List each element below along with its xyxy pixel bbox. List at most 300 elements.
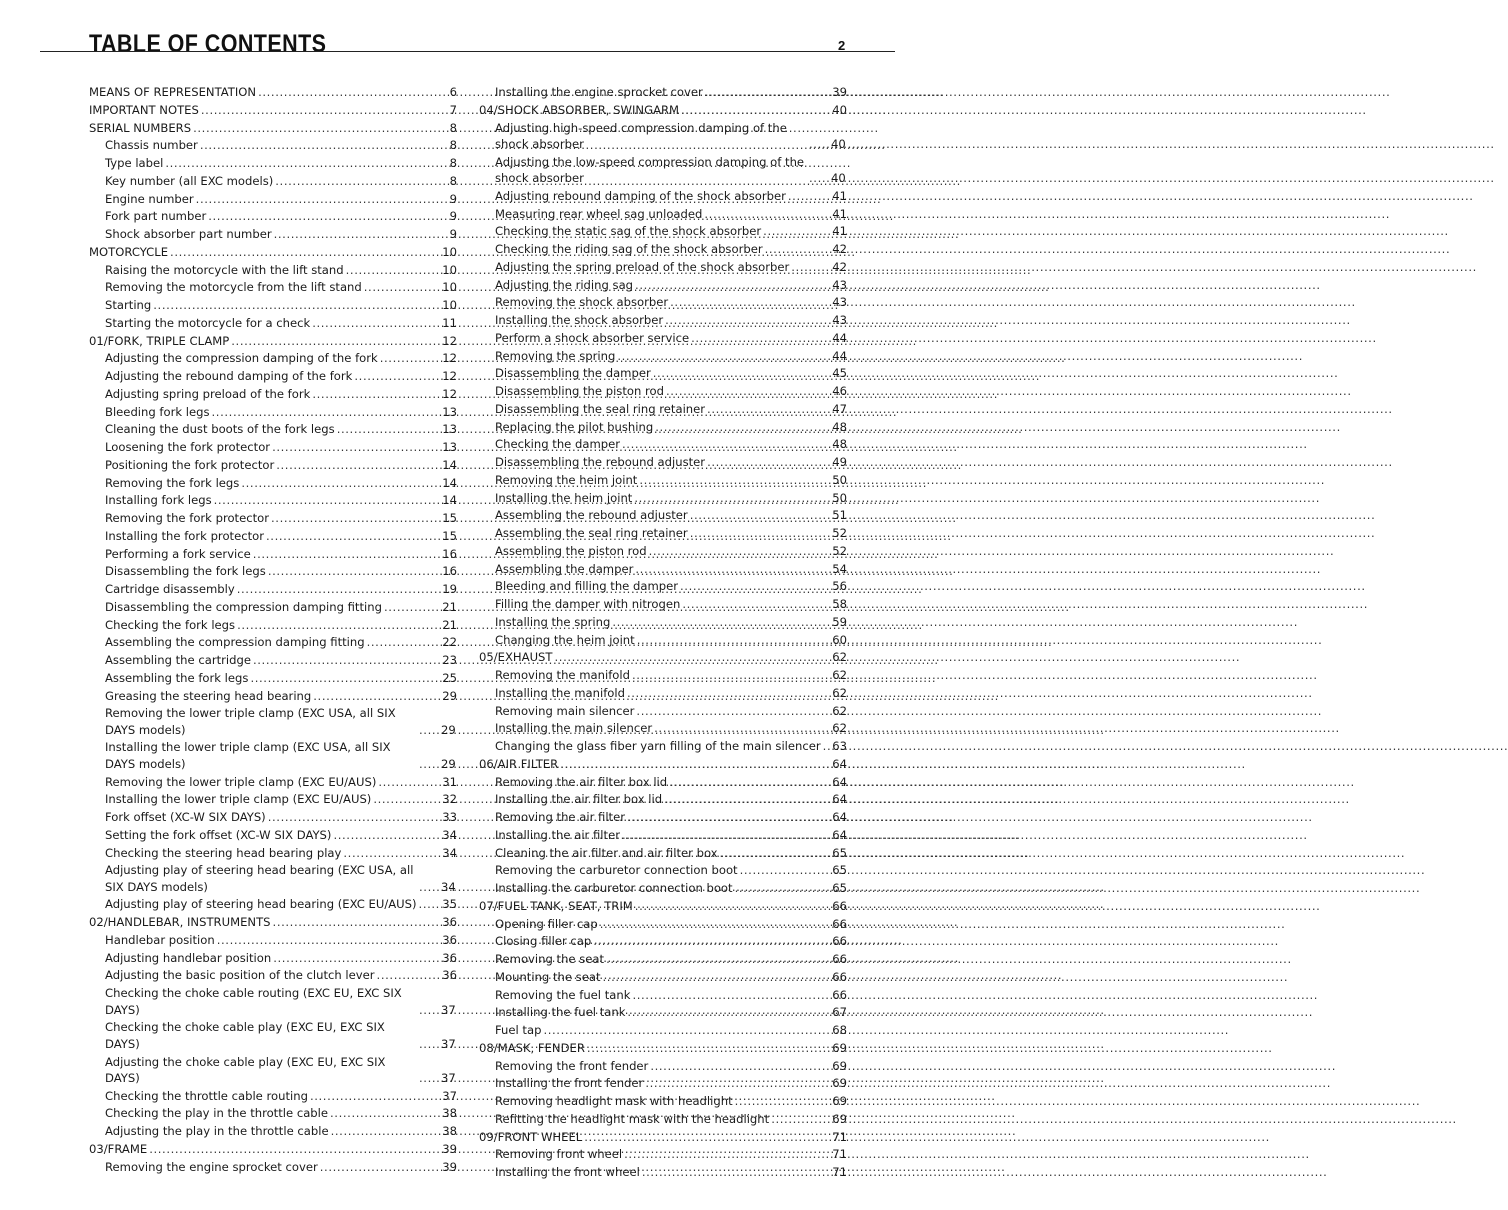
- toc-entry[interactable]: [89, 510, 457, 526]
- page-number: 2: [838, 38, 846, 53]
- toc-entry[interactable]: [89, 705, 457, 738]
- toc-entry[interactable]: [89, 932, 457, 948]
- toc-entry-title: 07/FUEL TANK, SEAT, TRIM: [479, 898, 633, 913]
- toc-entry-title: Adjusting handlebar position: [105, 950, 272, 965]
- dot-leader: [634, 490, 830, 506]
- toc-entry-page-number: 10: [442, 244, 457, 259]
- toc-entry[interactable]: [479, 365, 847, 381]
- toc-entry-page-number: 40: [831, 171, 846, 186]
- toc-entry[interactable]: [479, 525, 847, 541]
- toc-entry[interactable]: [89, 845, 457, 861]
- toc-entry-page-number: 64: [832, 774, 847, 789]
- dot-leader: [763, 223, 830, 239]
- toc-entry[interactable]: [89, 1105, 457, 1121]
- toc-entry-page-number: 43: [832, 295, 847, 310]
- toc-entry[interactable]: [89, 315, 457, 331]
- toc-entry[interactable]: [89, 950, 457, 966]
- toc-entry-title: Installing the lower triple clamp (EXC USA, all SIX DAYS models): [105, 740, 391, 771]
- toc-entry-title: Opening filler cap: [495, 916, 598, 931]
- toc-entry-page-number: 41: [832, 206, 847, 221]
- toc-entry-page-number: 66: [832, 952, 847, 967]
- toc-entry-title: Perform a shock absorber service: [495, 330, 690, 345]
- toc-entry-page-number: 21: [442, 617, 457, 632]
- toc-entry[interactable]: [479, 809, 847, 825]
- dot-leader: [274, 226, 441, 242]
- toc-section-entry[interactable]: [89, 1141, 457, 1157]
- toc-entry[interactable]: [479, 1022, 847, 1038]
- dot-leader: [333, 827, 440, 843]
- dot-leader: [606, 951, 830, 967]
- dot-leader: [622, 827, 830, 843]
- toc-entry[interactable]: [479, 632, 847, 648]
- toc-entry-page-number: 59: [832, 614, 847, 629]
- toc-entry[interactable]: [479, 490, 847, 506]
- toc-section-entry[interactable]: [479, 1129, 847, 1145]
- toc-entry-page-number: 25: [442, 670, 457, 685]
- dot-leader: [419, 1070, 439, 1086]
- dot-leader: [208, 208, 441, 224]
- toc-entry-page-number: 29: [442, 688, 457, 703]
- toc-entry[interactable]: [89, 173, 457, 189]
- toc-entry[interactable]: [479, 472, 847, 488]
- dot-leader: [214, 492, 441, 508]
- toc-entry-page-number: 21: [442, 599, 457, 614]
- dot-leader: [268, 563, 440, 579]
- toc-entry-page-number: 23: [442, 653, 457, 667]
- toc-entry[interactable]: [479, 1093, 847, 1109]
- toc-entry-page-number: 32: [442, 792, 457, 807]
- toc-entry-page-number: 64: [832, 810, 847, 825]
- toc-entry[interactable]: [479, 330, 847, 346]
- toc-entry[interactable]: [479, 933, 847, 949]
- toc-entry[interactable]: [89, 774, 457, 790]
- toc-entry-page-number: 67: [832, 1005, 847, 1020]
- toc-entry-title: Installing the shock absorber: [495, 313, 664, 328]
- dot-leader: [258, 84, 441, 100]
- toc-entry-title: Removing the manifold: [495, 668, 630, 683]
- dot-leader: [193, 120, 441, 136]
- toc-entry[interactable]: [479, 987, 847, 1003]
- toc-entry[interactable]: [89, 688, 457, 704]
- toc-entry-page-number: 36: [442, 968, 457, 983]
- dot-leader: [543, 1022, 830, 1038]
- toc-entry-title: Installing the fork protector: [105, 528, 264, 543]
- toc-entry-title: 05/EXHAUST: [479, 650, 553, 665]
- toc-entry-page-number: 7: [449, 102, 457, 117]
- dot-leader: [384, 599, 440, 615]
- toc-entry-page-number: 6: [449, 85, 457, 99]
- toc-entry-page-number: 40: [832, 102, 847, 117]
- dot-leader: [655, 419, 830, 435]
- toc-entry-page-number: 48: [832, 437, 847, 452]
- toc-entry[interactable]: [479, 454, 847, 470]
- toc-entry[interactable]: [479, 84, 847, 100]
- dot-leader: [664, 791, 830, 807]
- toc-entry[interactable]: [479, 401, 847, 417]
- toc-entry-page-number: 12: [442, 369, 457, 383]
- toc-entry[interactable]: [89, 262, 457, 278]
- dot-leader: [636, 703, 830, 719]
- toc-entry-page-number: 8: [449, 120, 457, 135]
- toc-entry[interactable]: [89, 827, 457, 843]
- toc-entry[interactable]: [479, 685, 847, 701]
- toc-entry-page-number: 34: [442, 827, 457, 842]
- toc-section-entry[interactable]: [479, 1040, 847, 1056]
- dot-leader: [555, 649, 831, 665]
- dot-leader: [649, 543, 831, 559]
- toc-entry[interactable]: [89, 617, 457, 633]
- toc-entry[interactable]: [89, 404, 457, 420]
- dot-leader: [310, 1088, 440, 1104]
- toc-entry[interactable]: [89, 1123, 457, 1139]
- toc-entry-page-number: 12: [442, 351, 457, 366]
- toc-entry[interactable]: [479, 188, 847, 204]
- toc-entry-page-number: 68: [832, 1023, 847, 1038]
- toc-entry-page-number: 9: [449, 227, 457, 241]
- toc-entry-title: 04/SHOCK ABSORBER, SWINGARM: [479, 102, 680, 117]
- dot-leader: [217, 932, 441, 948]
- toc-entry-page-number: 13: [442, 440, 457, 454]
- toc-entry[interactable]: [89, 967, 457, 983]
- toc-section-entry[interactable]: [89, 914, 457, 930]
- dot-leader: [622, 436, 830, 452]
- toc-entry-title: Disassembling the compression damping fitting: [105, 599, 382, 614]
- toc-entry-page-number: 52: [832, 543, 847, 558]
- toc-entry[interactable]: [89, 862, 457, 895]
- dot-leader: [707, 401, 830, 417]
- toc-entry-page-number: 34: [441, 879, 456, 894]
- toc-entry[interactable]: [479, 827, 847, 843]
- toc-entry[interactable]: [479, 154, 847, 187]
- toc-entry[interactable]: [479, 720, 847, 736]
- toc-entry-title: Bleeding and filling the damper: [495, 579, 678, 594]
- toc-entry[interactable]: [479, 543, 847, 559]
- toc-section-entry[interactable]: [89, 333, 457, 349]
- dot-leader: [735, 1093, 831, 1109]
- toc-entry-title: Starting: [105, 298, 152, 312]
- toc-entry-page-number: 31: [442, 774, 457, 789]
- toc-entry-title: Installing the fuel tank: [495, 1005, 626, 1020]
- toc-entry[interactable]: [89, 739, 457, 772]
- toc-entry[interactable]: [479, 223, 847, 239]
- toc-entry-page-number: 38: [442, 1106, 457, 1121]
- dot-leader: [635, 277, 830, 293]
- toc-entry-title: Checking the damper: [495, 437, 621, 452]
- toc-entry[interactable]: [89, 226, 457, 242]
- toc-entry-page-number: 16: [442, 564, 457, 579]
- toc-entry-title: Adjusting the play in the throttle cable: [105, 1124, 329, 1139]
- toc-entry[interactable]: [479, 206, 847, 222]
- toc-entry[interactable]: [89, 634, 457, 650]
- toc-entry-title: Disassembling the fork legs: [105, 564, 266, 579]
- toc-entry-page-number: 10: [442, 280, 457, 295]
- toc-entry[interactable]: [89, 985, 457, 1018]
- toc-entry-title: Cleaning the dust boots of the fork legs: [105, 422, 335, 437]
- toc-entry-title: Removing the spring: [495, 348, 616, 363]
- toc-entry[interactable]: [479, 561, 847, 577]
- toc-entry[interactable]: [479, 436, 847, 452]
- toc-entry-title: Installing the air filter box lid: [495, 792, 663, 807]
- toc-entry[interactable]: [89, 670, 457, 686]
- toc-entry-page-number: 22: [442, 635, 457, 650]
- toc-entry-title: Fork offset (XC-W SIX DAYS): [105, 810, 266, 825]
- toc-entry[interactable]: [479, 667, 847, 683]
- dot-leader: [419, 896, 441, 912]
- toc-entry[interactable]: [479, 1111, 847, 1127]
- toc-entry-page-number: 66: [832, 969, 847, 984]
- toc-entry-title: Removing the front fender: [495, 1058, 649, 1073]
- toc-entry[interactable]: [479, 969, 847, 985]
- dot-leader: [788, 188, 830, 204]
- toc-entry-title: 09/FRONT WHEEL: [479, 1129, 583, 1144]
- toc-entry[interactable]: [479, 845, 847, 861]
- toc-entry-title: Adjusting the spring preload of the shock absorber: [495, 259, 790, 274]
- toc-entry-title: Fuel tap: [495, 1023, 542, 1038]
- toc-entry-page-number: 33: [442, 810, 457, 825]
- toc-entry-title: Mounting the seat: [495, 969, 601, 984]
- toc-entry-title: Assembling the fork legs: [105, 670, 249, 685]
- toc-entry[interactable]: [479, 703, 847, 719]
- toc-entry[interactable]: [89, 350, 457, 366]
- toc-section-entry[interactable]: [89, 120, 457, 136]
- toc-entry-title: IMPORTANT NOTES: [89, 102, 199, 117]
- dot-leader: [276, 457, 440, 473]
- toc-entry[interactable]: [479, 774, 847, 790]
- toc-entry[interactable]: [89, 599, 457, 615]
- toc-entry[interactable]: [89, 368, 457, 384]
- toc-entry[interactable]: [89, 546, 457, 562]
- toc-entry[interactable]: [89, 652, 457, 668]
- toc-entry-page-number: 69: [832, 1058, 847, 1073]
- toc-entry-title: Installing the engine sprocket cover: [495, 85, 703, 99]
- dot-leader: [419, 722, 439, 738]
- dot-leader: [603, 969, 831, 985]
- toc-right-column: [479, 84, 847, 1182]
- toc-entry[interactable]: [479, 1058, 847, 1074]
- toc-section-entry[interactable]: [479, 898, 847, 914]
- toc-entry-page-number: 35: [442, 897, 457, 912]
- toc-entry[interactable]: [89, 528, 457, 544]
- toc-entry[interactable]: [479, 294, 847, 310]
- toc-entry[interactable]: [479, 1164, 847, 1180]
- toc-entry[interactable]: [479, 348, 847, 364]
- toc-entry[interactable]: [479, 738, 847, 754]
- toc-entry-title: Installing the manifold: [495, 685, 625, 700]
- header-rule: [40, 51, 895, 52]
- toc-entry-title: Measuring rear wheel sag unloaded: [495, 206, 703, 221]
- toc-entry-page-number: 41: [832, 224, 847, 239]
- toc-entry-title: Positioning the fork protector: [105, 457, 275, 472]
- dot-leader: [740, 862, 831, 878]
- toc-entry[interactable]: [479, 312, 847, 328]
- toc-entry-title: Assembling the compression damping fitting: [105, 635, 365, 650]
- toc-entry[interactable]: [479, 277, 847, 293]
- toc-entry-title: Assembling the rebound adjuster: [495, 508, 688, 523]
- toc-entry[interactable]: [479, 419, 847, 435]
- dot-leader: [313, 688, 440, 704]
- toc-entry-page-number: 37: [442, 1088, 457, 1103]
- toc-entry-title: Removing the fuel tank: [495, 987, 631, 1002]
- toc-entry[interactable]: [89, 137, 457, 153]
- toc-entry[interactable]: [89, 1054, 457, 1087]
- toc-entry[interactable]: [479, 862, 847, 878]
- toc-entry-title: Checking the static sag of the shock absorber: [495, 224, 762, 239]
- toc-entry[interactable]: [479, 1146, 847, 1162]
- toc-entry[interactable]: [89, 155, 457, 171]
- dot-leader: [704, 206, 830, 222]
- toc-entry[interactable]: [479, 1075, 847, 1091]
- toc-section-entry[interactable]: [89, 244, 457, 260]
- toc-entry[interactable]: [89, 791, 457, 807]
- toc-entry-page-number: 39: [442, 1141, 457, 1156]
- toc-entry-page-number: 10: [442, 262, 457, 277]
- dot-leader: [691, 330, 830, 346]
- dot-leader: [600, 916, 830, 932]
- toc-entry[interactable]: [479, 383, 847, 399]
- dot-leader: [419, 879, 439, 895]
- dot-leader: [312, 386, 440, 402]
- dot-leader: [196, 191, 441, 207]
- dot-leader: [809, 170, 829, 186]
- toc-entry[interactable]: [89, 297, 457, 313]
- toc-entry-page-number: 47: [832, 401, 847, 416]
- dot-leader: [200, 137, 441, 153]
- toc-entry[interactable]: [479, 259, 847, 275]
- toc-entry-page-number: 19: [442, 582, 457, 596]
- toc-entry-page-number: 43: [832, 277, 847, 292]
- toc-entry-title: Removing the motorcycle from the lift stand: [105, 280, 362, 295]
- dot-leader: [682, 596, 830, 612]
- toc-entry-page-number: 12: [442, 333, 457, 348]
- dot-leader: [275, 173, 441, 189]
- toc-entry-title: Assembling the cartridge: [105, 653, 251, 667]
- toc-entry-title: Removing the lower triple clamp (EXC USA, all SIX DAYS models): [105, 706, 396, 737]
- toc-entry[interactable]: [479, 578, 847, 594]
- toc-section-entry[interactable]: [89, 84, 457, 100]
- toc-section-entry[interactable]: [479, 102, 847, 118]
- toc-entry[interactable]: [479, 951, 847, 967]
- dot-leader: [635, 561, 830, 577]
- toc-entry-page-number: 71: [832, 1129, 847, 1144]
- toc-entry[interactable]: [479, 791, 847, 807]
- toc-entry-page-number: 48: [832, 419, 847, 434]
- dot-leader: [809, 136, 829, 152]
- toc-entry-title: Removing the lower triple clamp (EXC EU/AUS): [105, 774, 377, 789]
- dot-leader: [170, 244, 440, 260]
- toc-entry-title: Disassembling the piston rod: [495, 384, 664, 399]
- toc-entry[interactable]: [89, 439, 457, 455]
- toc-entry-title: Changing the heim joint: [495, 632, 635, 647]
- toc-entry[interactable]: [89, 1019, 457, 1052]
- toc-entry-title: Checking the choke cable play (EXC EU, EXC SIX DAYS): [105, 1020, 385, 1051]
- toc-entry-page-number: 12: [442, 386, 457, 401]
- toc-entry-page-number: 11: [442, 315, 457, 330]
- toc-entry-page-number: 37: [441, 1002, 456, 1017]
- toc-entry[interactable]: [89, 386, 457, 402]
- toc-entry-page-number: 46: [832, 384, 847, 399]
- dot-leader: [823, 738, 831, 754]
- toc-entry[interactable]: [479, 916, 847, 932]
- toc-entry[interactable]: [479, 120, 847, 153]
- toc-section-entry[interactable]: [479, 649, 847, 665]
- toc-entry[interactable]: [89, 475, 457, 491]
- toc-entry-page-number: 41: [832, 188, 847, 203]
- toc-entry-title: Raising the motorcycle with the lift stand: [105, 262, 344, 277]
- toc-entry-page-number: 16: [442, 546, 457, 561]
- dot-leader: [627, 1004, 830, 1020]
- toc-entry[interactable]: [89, 1159, 457, 1175]
- dot-leader: [650, 1058, 830, 1074]
- toc-entry-title: Type label: [105, 156, 164, 170]
- toc-entry[interactable]: [89, 421, 457, 437]
- toc-entry-page-number: 14: [442, 493, 457, 508]
- dot-leader: [378, 774, 440, 790]
- toc-entry[interactable]: [479, 507, 847, 523]
- toc-entry[interactable]: [479, 880, 847, 896]
- toc-entry-title: Checking the steering head bearing play: [105, 845, 342, 860]
- toc-entry-page-number: 15: [442, 528, 457, 543]
- toc-entry[interactable]: [89, 457, 457, 473]
- toc-entry[interactable]: [89, 896, 457, 912]
- toc-entry-page-number: 15: [442, 511, 457, 525]
- toc-section-entry[interactable]: [89, 102, 457, 118]
- toc-entry-page-number: 51: [832, 508, 847, 523]
- toc-entry-page-number: 69: [832, 1076, 847, 1091]
- toc-entry-page-number: 36: [442, 932, 457, 947]
- toc-entry[interactable]: [89, 563, 457, 579]
- toc-entry-title: Checking the play in the throttle cable: [105, 1106, 329, 1121]
- toc-entry-title: Installing the air filter: [495, 827, 620, 842]
- toc-entry-title: Starting the motorcycle for a check: [105, 315, 311, 330]
- toc-entry[interactable]: [89, 1088, 457, 1104]
- toc-entry[interactable]: [89, 492, 457, 508]
- toc-entry[interactable]: [479, 241, 847, 257]
- toc-entry[interactable]: [479, 1004, 847, 1020]
- toc-entry-title: Installing the main silencer: [495, 721, 653, 736]
- toc-entry-title: SERIAL NUMBERS: [89, 120, 192, 135]
- toc-entry-page-number: 65: [832, 863, 847, 878]
- toc-entry-page-number: 40: [831, 136, 846, 151]
- toc-entry[interactable]: [89, 581, 457, 597]
- toc-entry[interactable]: [89, 208, 457, 224]
- dot-leader: [331, 1123, 441, 1139]
- dot-leader: [587, 1040, 830, 1056]
- toc-entry[interactable]: [479, 614, 847, 630]
- dot-leader: [584, 1129, 830, 1145]
- toc-entry-title: Filling the damper with nitrogen: [495, 597, 681, 612]
- toc-section-entry[interactable]: [479, 756, 847, 772]
- toc-entry-page-number: 66: [832, 934, 847, 949]
- toc-entry[interactable]: [89, 279, 457, 295]
- toc-entry-title: Checking the fork legs: [105, 617, 236, 632]
- toc-entry[interactable]: [89, 809, 457, 825]
- toc-entry-title: Installing the front wheel: [495, 1165, 640, 1180]
- toc-entry-title: Installing the front fender: [495, 1076, 644, 1091]
- toc-entry-title: Setting the fork offset (XC-W SIX DAYS): [105, 827, 332, 842]
- toc-entry-page-number: 39: [442, 1159, 457, 1174]
- dot-leader: [419, 756, 439, 772]
- toc-entry-title: Removing the fork legs: [105, 475, 240, 490]
- toc-entry[interactable]: [479, 596, 847, 612]
- toc-entry-title: Installing fork legs: [105, 493, 212, 508]
- toc-entry-page-number: 10: [442, 298, 457, 312]
- toc-entry[interactable]: [89, 191, 457, 207]
- toc-entry-title: 06/AIR FILTER: [479, 756, 559, 771]
- toc-entry-page-number: 37: [441, 1036, 456, 1051]
- toc-entry-page-number: 50: [832, 490, 847, 505]
- dot-leader: [312, 315, 440, 331]
- toc-entry-title: Adjusting rebound damping of the shock absorber: [495, 188, 786, 203]
